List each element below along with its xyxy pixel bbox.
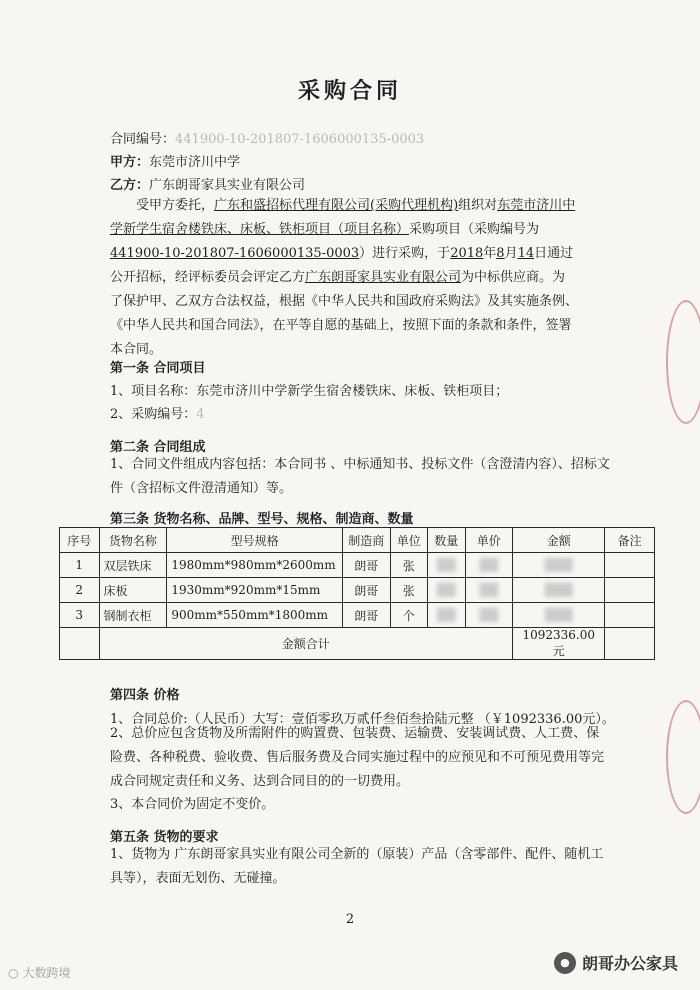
cell-spec: 1980mm*980mm*2600mm	[167, 553, 343, 578]
cell-price-redacted: ██	[465, 553, 513, 578]
cell-remark	[605, 553, 655, 578]
article-1-item-2	[110, 403, 205, 422]
party-b-line	[110, 174, 305, 193]
award-day: 14	[517, 246, 535, 261]
cell-amount-redacted: ███	[513, 578, 605, 603]
column-header: 数量	[428, 528, 465, 553]
article-1-heading: 第一条 合同项目	[110, 361, 206, 376]
cell-name: 床板	[99, 578, 167, 603]
cell-unit: 张	[390, 553, 427, 578]
cell-empty	[60, 628, 100, 660]
intro-text-2: 组织对	[458, 198, 498, 213]
total-value: 1092336.00 元	[513, 628, 605, 660]
intro-text-1: 受甲方委托，	[136, 198, 215, 213]
cell-name: 双层铁床	[99, 553, 167, 578]
cell-price-redacted: ██	[465, 603, 513, 628]
cell-qty-redacted: ██	[428, 578, 465, 603]
party-b-label: 乙方：	[110, 178, 150, 193]
column-header: 单价	[465, 528, 513, 553]
party-a-label: 甲方：	[110, 155, 150, 170]
intro-text-8: 为中标供应商。为了保护甲、乙双方合法权益，根据《中华人民共和国政府采购法》及其实施条例、《中华人民共和国合同法》，在平等自愿的基础上，按照下面的条款和条件，签署本合同。	[110, 270, 579, 357]
article-2-item-1: 1、合同文件组成内容包括：本合同书 、中标通知书、投标文件（含澄清内容）、招标文件（含招标文件澄清通知）等。	[110, 457, 610, 496]
intro-paragraph	[110, 194, 578, 362]
table-total-row	[60, 628, 655, 660]
intro-text-4: ）进行采购，于	[359, 246, 451, 261]
article-4-item-3: 3、本合同价为固定不变价。	[110, 797, 275, 812]
column-header: 金额	[513, 528, 605, 553]
intro-text-3: 采购项目（采购编号为	[409, 222, 540, 237]
cell-name: 钢制衣柜	[99, 603, 167, 628]
watermark-right	[554, 951, 678, 974]
purchase-number-label: 2、采购编号：	[110, 407, 197, 422]
watermark-left	[8, 964, 71, 981]
column-header: 货物名称	[99, 528, 167, 553]
cell-spec: 1930mm*920mm*15mm	[167, 578, 343, 603]
seal-stamp	[666, 700, 700, 814]
award-year: 2018	[450, 246, 484, 261]
article-1-item-1: 1、项目名称：东莞市济川中学新学生宿舍楼铁床、床板、铁柜项目；	[110, 384, 509, 399]
table-header-row	[60, 528, 655, 553]
article-3-heading: 第三条 货物名称、品牌、型号、规格、制造商、数量	[110, 512, 414, 527]
winning-supplier: 广东朗哥家具实业有限公司	[305, 270, 462, 285]
award-month: 8	[496, 246, 505, 261]
contract-number-line	[110, 128, 424, 147]
agency-name: 广东和盛招标代理有限公司(采购代理机构)	[214, 198, 459, 213]
cell-unit: 个	[390, 603, 427, 628]
cell-remark	[605, 628, 655, 660]
intro-text-6: 月	[504, 246, 518, 261]
weibo-icon: ○	[8, 965, 19, 980]
cell-maker: 朗哥	[342, 578, 390, 603]
cell-maker: 朗哥	[342, 603, 390, 628]
article-2-heading: 第二条 合同组成	[110, 440, 206, 455]
seal-stamp	[666, 300, 700, 424]
cell-price-redacted: ██	[465, 578, 513, 603]
procurement-code: 441900-10-201807-1606000135-0003	[110, 246, 360, 261]
column-header: 制造商	[342, 528, 390, 553]
table-row	[60, 603, 655, 628]
cell-amount-redacted: ███	[513, 603, 605, 628]
watermark-left-text: 大数跨境	[22, 966, 71, 980]
cell-no: 2	[60, 578, 100, 603]
project-name: 东莞市济川中学新学生宿舍楼铁床、床板、铁柜项目（项目名称）	[110, 198, 576, 237]
party-a-value: 东莞市济川中学	[149, 155, 241, 170]
cell-remark	[605, 603, 655, 628]
cell-qty-redacted: ██	[428, 603, 465, 628]
table-row	[60, 553, 655, 578]
column-header: 单位	[390, 528, 427, 553]
column-header: 备注	[605, 528, 655, 553]
cell-unit: 张	[390, 578, 427, 603]
page-number: 2	[345, 912, 355, 927]
article-4-item-1: 1、合同总价:（人民币）大写：壹佰零玖万贰仟叁佰叁拾陆元整 （￥1092336.00元）。	[110, 712, 615, 727]
cell-no: 3	[60, 603, 100, 628]
cell-qty-redacted: ██	[428, 553, 465, 578]
cell-remark	[605, 578, 655, 603]
watermark-right-text: 朗哥办公家具	[581, 954, 678, 973]
column-header: 序号	[60, 528, 100, 553]
column-header: 型号规格	[167, 528, 343, 553]
cell-maker: 朗哥	[342, 553, 390, 578]
table-row	[60, 578, 655, 603]
article-4-heading: 第四条 价格	[110, 688, 180, 703]
article-4-item-2: 2、总价应包含货物及所需附件的购置费、包装费、运输费、安装调试费、人工费、保险费、各种税费、验收费、售后服务费及合同实施过程中的应预见和不可预见费用等完成合同规定责任和义务、达到合同目的的一切费用。	[110, 726, 605, 789]
cell-spec: 900mm*550mm*1800mm	[167, 603, 343, 628]
wechat-icon: ●	[554, 952, 576, 974]
total-label: 金额合计	[99, 628, 513, 660]
cell-amount-redacted: ███	[513, 553, 605, 578]
intro-text-7: 日通过公开招标，经评标委员会评定乙方	[110, 246, 574, 285]
contract-number-label: 合同编号：	[110, 132, 176, 147]
purchase-number-value: 4	[196, 407, 205, 422]
goods-table	[59, 527, 655, 660]
document-title: 采购合同	[297, 78, 402, 104]
party-a-line	[110, 151, 240, 170]
article-5-item-1: 1、货物为 广东朗哥家具实业有限公司全新的（原装）产品（含零部件、配件、随机工具等），表面无划伤、无碰撞。	[110, 847, 604, 886]
article-5-heading: 第五条 货物的要求	[110, 830, 219, 845]
party-b-value: 广东朗哥家具实业有限公司	[149, 178, 306, 193]
intro-text-5: 年	[483, 246, 497, 261]
contract-number-value: 441900-10-201807-1606000135-0003	[175, 132, 425, 147]
cell-no: 1	[60, 553, 100, 578]
